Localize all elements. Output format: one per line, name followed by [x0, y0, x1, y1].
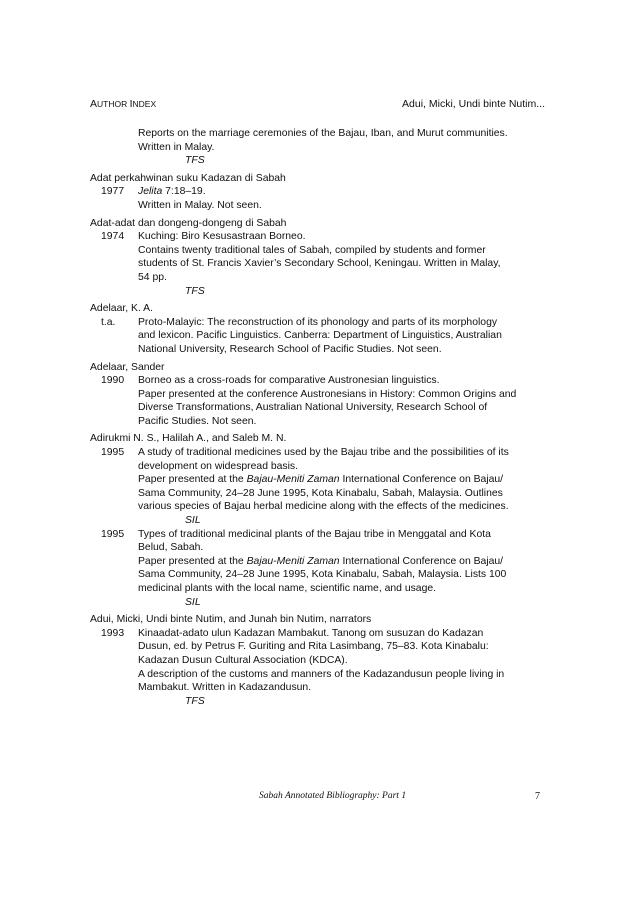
entry-author: Adelaar, K. A.	[90, 303, 153, 315]
source-code: SIL	[185, 515, 201, 527]
entry-author: Adirukmi N. S., Halilah A., and Saleb M. N.	[90, 433, 287, 445]
conference-title: Bajau-Meniti Zaman	[246, 474, 340, 486]
annotation-line: Sama Community, 24–28 June 1995, Kota Kinabalu, Sabah, Malaysia. Outlines	[138, 487, 503, 499]
source-code: TFS	[185, 695, 205, 707]
entry-year: 1974	[101, 231, 125, 243]
bibliography-entry	[90, 217, 550, 299]
continued-entry	[90, 127, 550, 168]
running-header-left	[90, 98, 156, 110]
bibliography-entry	[90, 172, 550, 213]
paper-prefix: Paper presented at the	[138, 474, 247, 486]
conference-title: Bajau-Meniti Zaman	[246, 555, 340, 567]
annotation-line: Diverse Transformations, Australian National University, Research School of	[138, 402, 488, 414]
entry-year: 1990	[101, 375, 125, 387]
entry-year: 1995	[101, 528, 125, 540]
entry-item	[90, 185, 550, 199]
entry-title-line: development on widespread basis.	[138, 460, 298, 472]
annotation-line: various species of Bajau herbal medicine along with the effects of the medicines.	[138, 501, 509, 513]
entry-title-line: Belud, Sabah.	[138, 542, 204, 554]
source-code: SIL	[185, 596, 201, 608]
entry-title-line: and lexicon. Pacific Linguistics. Canberra: Department of Linguistics, Australian	[138, 330, 502, 342]
annotation-line: students of St. Francis Xavier’s Secondary School, Keningau. Written in Malay,	[138, 258, 501, 270]
bibliography-entry	[90, 613, 550, 708]
annotation-line: Mambakut. Written in Kadazandusun.	[138, 682, 312, 694]
page-number: 7	[535, 791, 540, 802]
entry-title-line: Kadazan Dusun Cultural Association (KDCA).	[138, 654, 348, 666]
entry-title-line: Dusun, ed. by Petrus F. Guriting and Rita Lasimbang, 75–83. Kota Kinabalu:	[138, 641, 489, 653]
entry-author: Adui, Micki, Undi binte Nutim, and Junah bin Nutim, narrators	[90, 614, 372, 626]
entry-author: Adat perkahwinan suku Kadazan di Sabah	[90, 172, 286, 184]
entry-title: Types of traditional medicinal plants of the Bajau tribe in Menggatal and Kota	[138, 528, 491, 540]
entry-item	[90, 230, 550, 244]
bibliography-entry	[90, 302, 550, 356]
entry-title: Borneo as a cross-roads for comparative Austronesian linguistics.	[138, 375, 440, 387]
entry-title: A study of traditional medicines used by the Bajau tribe and the possibilities of its	[138, 447, 509, 459]
annotation-line: Written in Malay.	[138, 141, 215, 153]
source-code: TFS	[185, 155, 205, 167]
annotation-line: Contains twenty traditional tales of Sabah, compiled by students and former	[138, 244, 486, 256]
entry-title: Proto-Malayic: The reconstruction of its phonology and parts of its morphology	[138, 316, 498, 328]
paper-suffix: International Conference on Bajau/	[339, 474, 504, 486]
entry-item	[90, 316, 550, 330]
entry-author: Adat-adat dan dongeng-dongeng di Sabah	[90, 217, 287, 229]
entry-year: 1995	[101, 447, 125, 459]
annotation-line	[90, 473, 550, 487]
running-header-right: Adui, Micki, Undi binte Nutim...	[402, 98, 545, 110]
header-left-initial: A	[90, 98, 98, 110]
annotation-line: medicinal plants with the local name, scientific name, and usage.	[138, 583, 437, 594]
journal-citation: 7:18–19.	[162, 186, 206, 198]
entry-title: Kinaadat-adato ulun Kadazan Mambakut. Tanong om susuzan do Kadazan	[138, 627, 484, 639]
entry-author: Adelaar, Sander	[90, 361, 165, 373]
header-left-smallcaps-2: NDEX	[132, 99, 157, 109]
annotation-line: Reports on the marriage ceremonies of the Bajau, Iban, and Murut communities.	[138, 128, 508, 139]
source-code: TFS	[185, 285, 205, 297]
entry-year: 1993	[101, 627, 125, 639]
entry-item	[90, 374, 550, 388]
bibliography-entry	[90, 361, 550, 429]
annotation-line: Written in Malay. Not seen.	[138, 199, 262, 211]
bibliography-entry	[90, 432, 550, 609]
paper-suffix: International Conference on Bajau/	[339, 555, 504, 567]
annotation-line	[90, 555, 550, 569]
annotation-line: Paper presented at the conference Austronesians in History: Common Origins and	[138, 388, 517, 400]
entry-title: Kuching: Biro Kesusastraan Borneo.	[138, 231, 306, 243]
entry-year: t.a.	[101, 316, 116, 328]
annotation-line: A description of the customs and manners of the Kadazandusun people living in	[138, 668, 505, 680]
entry-item	[90, 446, 550, 460]
entry-item	[90, 627, 550, 641]
entry-year: 1977	[101, 186, 125, 198]
annotation-line: 54 pp.	[138, 271, 167, 283]
header-left-smallcaps: UTHOR	[97, 99, 130, 109]
journal-title: Jelita	[138, 186, 163, 198]
entry-item	[90, 528, 550, 542]
footer-title: Sabah Annotated Bibliography: Part 1	[259, 791, 407, 801]
annotation-line: Pacific Studies. Not seen.	[138, 415, 257, 427]
header-left-initial-2: I	[129, 98, 133, 110]
bibliography-body	[90, 127, 550, 712]
paper-prefix: Paper presented at the	[138, 555, 247, 567]
annotation-line: Sama Community, 24–28 June 1995, Kota Kinabalu, Sabah, Malaysia. Lists 100	[138, 569, 507, 581]
entry-title-line: National University, Research School of Pacific Studies. Not seen.	[138, 343, 442, 355]
entry-title	[138, 185, 550, 199]
